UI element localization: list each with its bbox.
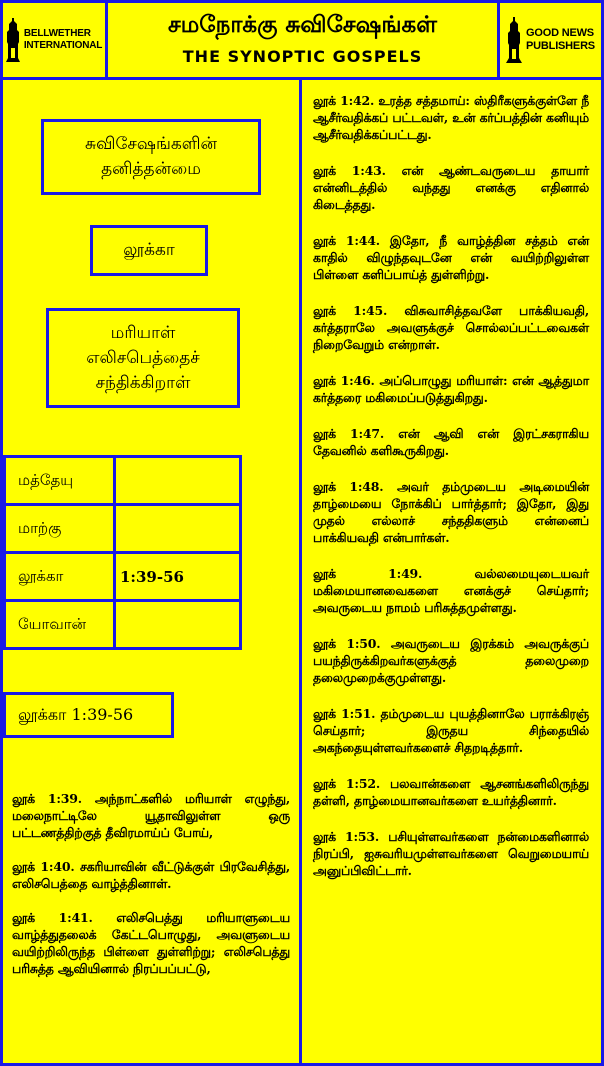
good-news-line-1: GOOD NEWS — [526, 27, 594, 39]
verse — [313, 162, 589, 213]
section-title-line: தனித்தன்மை — [101, 159, 201, 179]
reading-title-box — [3, 692, 174, 738]
reading-title: லூக்கா 1:39-56 — [18, 704, 134, 724]
section-title-line: சுவிசேஷங்களின் — [85, 134, 217, 154]
passage-title-box — [46, 308, 240, 408]
verse-text: உரத்த சத்தமாய்: ஸ்திரீகளுக்குள்ளே நீ ஆசீர்வதிக்கப் பட்டவள், உன் கர்ப்பத்தின் கனியும் ஆசீர்வதிக்கப்பட்டது. — [313, 93, 589, 142]
verse-ref: லூக் 1:40. — [12, 859, 75, 874]
table-row-ref — [113, 503, 242, 554]
verse-list-right — [313, 92, 589, 879]
verse-ref: லூக் 1:42. — [313, 93, 375, 108]
verse — [313, 425, 589, 459]
verse-ref: லூக் 1:44. — [313, 233, 380, 248]
verse — [313, 705, 589, 756]
verse-text: என் ஆவி என் இரட்சகராகிய தேவனில் களிகூருகிறது. — [313, 426, 589, 458]
verse-ref: லூக் 1:43. — [313, 163, 386, 178]
verse-ref: லூக் 1:39. — [12, 791, 82, 806]
table-row-ref: 1:39-56 — [113, 551, 242, 602]
verse — [12, 858, 290, 892]
verse-text: பலவான்களை ஆசனங்களிலிருந்து தள்ளி, தாழ்மையானவர்களை உயர்த்தினார். — [313, 776, 590, 808]
verse — [313, 372, 589, 406]
verse — [313, 828, 589, 879]
verse-text: என் ஆண்டவருடைய தாயார் என்னிடத்தில் வந்தது எனக்கு எதினால் கிடைத்தது. — [313, 163, 590, 212]
verse-ref: லூக் 1:51. — [313, 706, 376, 721]
page-title: சமநோக்கு சுவிசேஷங்கள் — [168, 11, 437, 38]
verse — [313, 92, 589, 143]
verse-ref: லூக் 1:49. — [313, 566, 423, 581]
verse-text: அப்பொழுது மரியாள்: என் ஆத்துமா கர்த்தரை மகிமைப்படுத்துகிறது. — [313, 373, 589, 405]
passage-title-line: சந்திக்கிறாள் — [95, 372, 191, 393]
verse — [12, 790, 290, 841]
verse — [313, 775, 589, 809]
verse-ref: லூக் 1:41. — [12, 910, 93, 925]
verse-text: பசியுள்ளவர்களை நன்மைகளினால் நிரப்பி, ஐசுவரியமுள்ளவர்களை வெறுமையாய் அனுப்பிவிட்டார். — [313, 829, 590, 878]
passage-title-line: மரியாள் — [110, 322, 176, 343]
table-row-ref — [113, 599, 242, 650]
verse-text: தம்முடைய புயத்தினாலே பராக்கிரஞ் செய்தார்; இருதய சிந்தையில் அகந்தையுள்ளவர்களைச் சிதறடித்தார். — [313, 706, 589, 755]
gospel-name: லூக்கா — [123, 240, 175, 260]
page-header — [105, 0, 500, 80]
verse — [313, 478, 589, 546]
verse-text: அவர் தம்முடைய அடிமையின் தாழ்மையை நோக்கிப் பார்த்தார்; இதோ, இது முதல் எல்லாச் சந்ததிகளும் என்னைப் பாக்கியவதி என்பார்கள். — [313, 479, 589, 545]
section-title-box — [41, 119, 261, 195]
verse — [313, 635, 589, 686]
verse-ref: லூக் 1:46. — [313, 373, 375, 388]
verse — [313, 302, 589, 353]
good-news-line-2: PUBLISHERS — [526, 40, 595, 52]
table-row-label: யோவான் — [3, 599, 116, 650]
verse-ref: லூக் 1:47. — [313, 426, 385, 441]
bellwether-line-2: INTERNATIONAL — [23, 40, 103, 51]
page-subtitle: THE SYNOPTIC GOSPELS — [182, 47, 423, 66]
verse-text: எலிசபெத்து மரியாளுடைய வாழ்த்துதலைக் கேட்டபொழுது, அவளுடைய வயிற்றிலிருந்த பிள்ளை துள்ளிற்று; எலிசபெத்து பரிசுத்த ஆவியினால் நிரப்பப்பட்டு, — [12, 910, 290, 976]
verse-text: சகரியாவின் வீட்டுக்குள் பிரவேசித்து, எலிசபெத்தை வாழ்த்தினாள். — [12, 859, 290, 891]
verse-text: அந்நாட்களில் மரியாள் எழுந்து, மலைநாட்டிலே யூதாவிலுள்ள ஒரு பட்டணத்திற்குத் தீவிரமாய்ப் போய், — [12, 791, 290, 840]
table-row-label: மாற்கு — [3, 503, 116, 554]
verse — [12, 909, 290, 977]
verse-ref: லூக் 1:50. — [313, 636, 381, 651]
verse-ref: லூக் 1:53. — [313, 829, 380, 844]
verse-ref: லூக் 1:45. — [313, 303, 388, 318]
bellwether-icon — [6, 18, 20, 62]
gospel-name-box — [90, 225, 208, 276]
bellwether-logo — [0, 0, 108, 80]
passage-title-line: எலிசபெத்தைச் — [86, 347, 200, 368]
verse-text: விசுவாசித்தவளே பாக்கியவதி, கர்த்தராலே அவளுக்குச் சொல்லப்பட்டவைகள் நிறைவேறும் என்றாள். — [313, 303, 590, 352]
verse — [313, 232, 589, 283]
good-news-icon — [506, 17, 522, 63]
verse-text: வல்லமையுடையவர் மகிமையானவைகளை எனக்குச் செய்தார்; அவருடைய நாமம் பரிசுத்தமுள்ளது. — [313, 566, 589, 615]
verse — [313, 565, 589, 616]
table-row-label: லூக்கா — [3, 551, 116, 602]
table-row-ref — [113, 455, 242, 506]
good-news-logo — [497, 0, 604, 80]
verse-text: இதோ, நீ வாழ்த்தின சத்தம் என் காதில் விழுந்தவுடனே என் வயிற்றிலுள்ள பிள்ளை களிப்பாய்த் துள்ளிற்று. — [313, 233, 589, 282]
verse-ref: லூக் 1:48. — [313, 479, 384, 494]
table-row-label: மத்தேயு — [3, 455, 116, 506]
verse-text: அவருடைய இரக்கம் அவருக்குப் பயந்திருக்கிறவர்களுக்குத் தலைமுறை தலைமுறைக்குமுள்ளது. — [313, 636, 589, 685]
verse-list-left — [12, 790, 290, 977]
verse-ref: லூக் 1:52. — [313, 776, 380, 791]
bellwether-line-1: BELLWETHER — [23, 28, 91, 39]
